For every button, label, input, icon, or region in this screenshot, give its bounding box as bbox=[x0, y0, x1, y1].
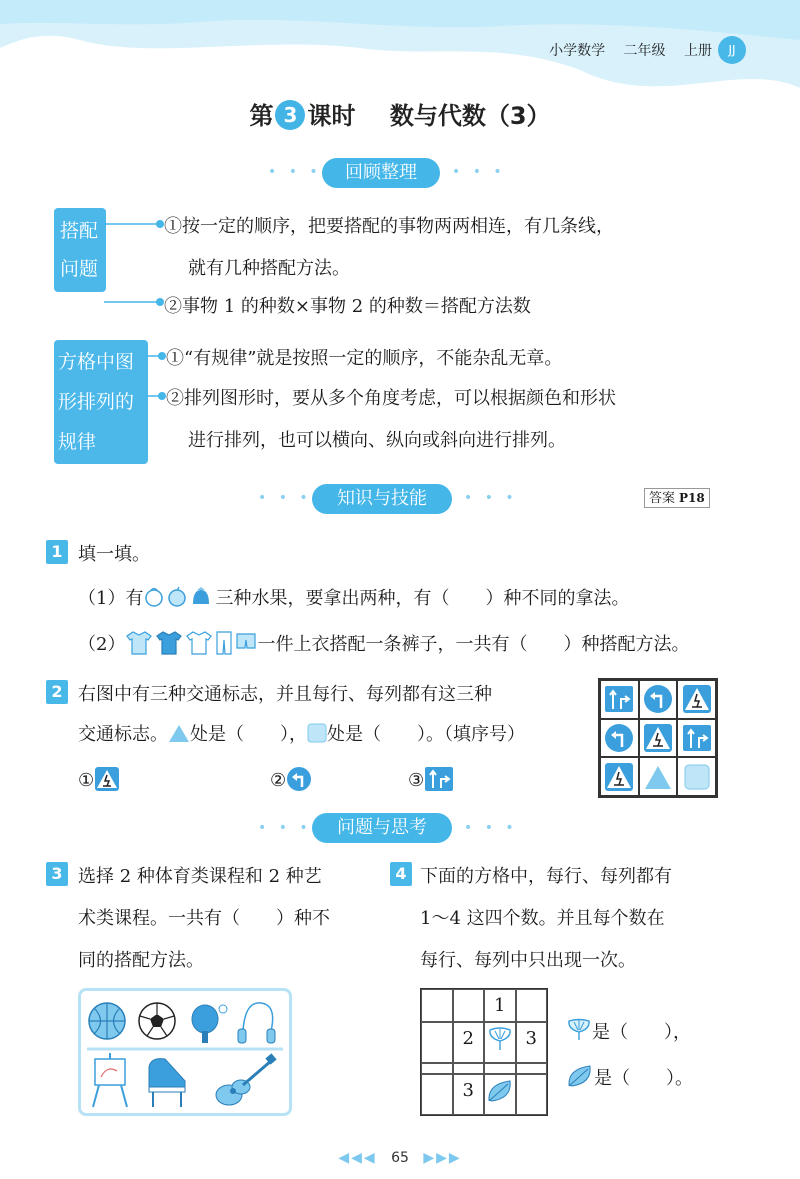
grid-cell: 1 bbox=[484, 989, 516, 1022]
tag-line: 搭配 bbox=[60, 220, 99, 242]
title-topic: 数与代数（3） bbox=[389, 102, 551, 130]
tag-line: 方格中图 bbox=[58, 351, 135, 373]
leaf1-text: 是（ ）， bbox=[592, 1022, 691, 1043]
q4-leaf1-prompt bbox=[566, 1018, 691, 1044]
clothes-icons bbox=[125, 630, 257, 656]
grid-cell bbox=[453, 1063, 485, 1074]
q3-line1: 选择 2 种体育类课程和 2 种艺 bbox=[78, 866, 322, 887]
page-title bbox=[0, 96, 800, 131]
topic1-point2: ②事物 1 的种数×事物 2 的种数＝搭配方法数 bbox=[164, 296, 531, 317]
option-number: ③ bbox=[408, 770, 425, 791]
section-review: 回顾整理 bbox=[322, 158, 440, 188]
q1-title: 填一填。 bbox=[78, 544, 150, 565]
q4-line1: 下面的方格中，每行、每列都有 bbox=[420, 866, 672, 887]
q2-line1: 右图中有三种交通标志，并且每行、每列都有这三种 bbox=[78, 684, 492, 705]
turn-left-icon bbox=[643, 684, 673, 714]
option-number: ① bbox=[78, 770, 95, 791]
question-number: 2 bbox=[46, 680, 68, 704]
q1-sub2-pre: （2） bbox=[78, 634, 126, 655]
section-dots-left: • • • bbox=[268, 164, 322, 180]
question-number: 1 bbox=[46, 540, 68, 564]
grid-cell bbox=[421, 1063, 453, 1074]
basketball-icon bbox=[89, 1003, 125, 1039]
section-skills: 知识与技能 bbox=[312, 484, 452, 514]
turn-left-icon bbox=[604, 723, 634, 753]
question-number: 3 bbox=[46, 862, 68, 886]
tag-matching bbox=[54, 208, 106, 292]
grid-cell: 2 bbox=[453, 1022, 485, 1063]
section-dots-left: • • • bbox=[258, 490, 312, 506]
q1-sub1-post: 三种水果，要拿出两种，有（ ）种不同的拿法。 bbox=[215, 588, 630, 609]
option-number: ② bbox=[270, 770, 287, 791]
section-thinking: 问题与思考 bbox=[312, 813, 452, 843]
q4-leaf2-prompt bbox=[566, 1064, 693, 1090]
grid-cell bbox=[639, 757, 678, 796]
lane-direction-icon bbox=[682, 724, 712, 752]
grid-cell bbox=[421, 989, 453, 1022]
q2-option3 bbox=[408, 766, 454, 792]
section-dots-right: • • • bbox=[452, 164, 506, 180]
traffic-sign-grid bbox=[598, 678, 718, 798]
lesson-number: 3 bbox=[275, 100, 305, 130]
guitar-icon bbox=[216, 1053, 277, 1105]
broad-leaf-icon bbox=[486, 1078, 514, 1104]
pedestrian-crossing-icon bbox=[604, 762, 634, 792]
q4-line2: 1～4 这四个数。并且每个数在 bbox=[420, 908, 665, 929]
q4-line3: 每行、每列中只出现一次。 bbox=[420, 950, 636, 971]
q1-sub2-post: 一件上衣搭配一条裤子，一共有（ ）种搭配方法。 bbox=[257, 634, 690, 655]
q2-line2-c: 处是（ ）。（填序号） bbox=[327, 724, 525, 745]
left-arrows-icon: ◀◀◀ bbox=[338, 1150, 377, 1166]
grid-cell bbox=[600, 719, 639, 758]
lane-direction-icon bbox=[604, 685, 634, 713]
grid-cell bbox=[421, 1074, 453, 1115]
grid-cell: 3 bbox=[453, 1074, 485, 1115]
grid-cell bbox=[639, 719, 678, 758]
section-dots-right: • • • bbox=[464, 820, 518, 836]
leaf2-text: 是（ ）。 bbox=[594, 1068, 693, 1089]
connector-lines-2 bbox=[146, 346, 168, 406]
connector-lines bbox=[104, 210, 164, 310]
pedestrian-crossing-icon bbox=[643, 723, 673, 753]
square-icon bbox=[307, 723, 327, 743]
q3-line2: 术类课程。一共有（ ）种不 bbox=[78, 908, 330, 929]
grid-cell bbox=[516, 989, 548, 1022]
grid-cell bbox=[484, 1063, 516, 1074]
title-prefix: 第 bbox=[249, 102, 274, 130]
topic1-point1-line2: 就有几种搭配方法。 bbox=[188, 258, 350, 279]
grid-cell bbox=[677, 719, 716, 758]
pedestrian-crossing-icon bbox=[682, 684, 712, 714]
tag-line: 规律 bbox=[58, 431, 97, 453]
easel-icon bbox=[93, 1053, 127, 1107]
topic2-point2-line2: 进行排列，也可以横向、纵向或斜向进行排列。 bbox=[188, 430, 566, 451]
ginkgo-leaf-icon bbox=[566, 1018, 592, 1042]
grid-cell bbox=[600, 757, 639, 796]
title-suffix: 课时 bbox=[307, 102, 356, 130]
tag-grid-pattern bbox=[54, 340, 148, 464]
section-dots-left: • • • bbox=[258, 820, 312, 836]
topic2-point1: ①“有规律”就是按照一定的顺序，不能杂乱无章。 bbox=[166, 348, 563, 369]
answer-ref bbox=[644, 488, 710, 508]
grid-cell bbox=[677, 680, 716, 719]
grid-cell bbox=[453, 989, 485, 1022]
lane-direction-icon bbox=[424, 766, 454, 792]
pedestrian-crossing-icon bbox=[94, 766, 120, 792]
question-number: 4 bbox=[390, 862, 412, 886]
q2-line2 bbox=[78, 720, 525, 746]
q2-option2 bbox=[270, 766, 312, 792]
grid-cell-maple bbox=[484, 1074, 516, 1115]
tag-line: 问题 bbox=[60, 258, 99, 280]
q2-line2-b: 处是（ ）， bbox=[190, 724, 307, 745]
fruit-icons bbox=[143, 586, 215, 608]
subject-label: 小学数学 bbox=[549, 43, 606, 59]
page-footer bbox=[0, 1150, 800, 1166]
answer-label: 答案 bbox=[649, 491, 676, 506]
topic1-point1-line1: ①按一定的顺序，把要搭配的事物两两相连，有几条线， bbox=[164, 216, 614, 237]
grid-cell bbox=[421, 1022, 453, 1063]
ginkgo-leaf-icon bbox=[487, 1026, 513, 1052]
piano-icon bbox=[149, 1059, 185, 1107]
grid-cell bbox=[516, 1063, 548, 1074]
q3-line3: 同的搭配方法。 bbox=[78, 950, 204, 971]
page-number: 65 bbox=[391, 1150, 409, 1166]
grid-cell: 3 bbox=[516, 1022, 548, 1063]
volume-label: 上册 bbox=[684, 43, 712, 59]
section-dots-right: • • • bbox=[464, 490, 518, 506]
tag-line: 形排列的 bbox=[58, 391, 135, 413]
number-grid bbox=[420, 988, 548, 1116]
q1-sub2 bbox=[78, 630, 689, 656]
grid-cell bbox=[677, 757, 716, 796]
grade-label: 二年级 bbox=[623, 43, 666, 59]
grid-cell bbox=[639, 680, 678, 719]
triangle-icon bbox=[168, 723, 190, 743]
answer-page: P18 bbox=[679, 491, 705, 505]
q2-option1 bbox=[78, 766, 120, 792]
q2-line2-a: 交通标志。 bbox=[78, 724, 168, 745]
triangle-icon bbox=[643, 763, 673, 791]
soccer-ball-icon bbox=[139, 1003, 175, 1039]
right-arrows-icon: ▶▶▶ bbox=[423, 1150, 462, 1166]
square-icon bbox=[683, 763, 711, 791]
topic2-point2-line1: ②排列图形时，要从多个角度考虑，可以根据颜色和形状 bbox=[166, 388, 616, 409]
grid-cell-ginkgo bbox=[484, 1022, 516, 1063]
book-info bbox=[535, 40, 712, 60]
edition-badge: JJ bbox=[718, 36, 746, 64]
turn-left-icon bbox=[286, 766, 312, 792]
q1-sub1-pre: （1）有 bbox=[78, 588, 144, 609]
course-icons bbox=[81, 991, 289, 1113]
q1-sub1 bbox=[78, 584, 629, 610]
jump-rope-icon bbox=[238, 1003, 275, 1043]
broad-leaf-icon bbox=[566, 1064, 594, 1088]
grid-cell bbox=[600, 680, 639, 719]
course-picture-box bbox=[78, 988, 292, 1116]
grid-cell bbox=[516, 1074, 548, 1115]
ping-pong-icon bbox=[192, 1005, 227, 1043]
